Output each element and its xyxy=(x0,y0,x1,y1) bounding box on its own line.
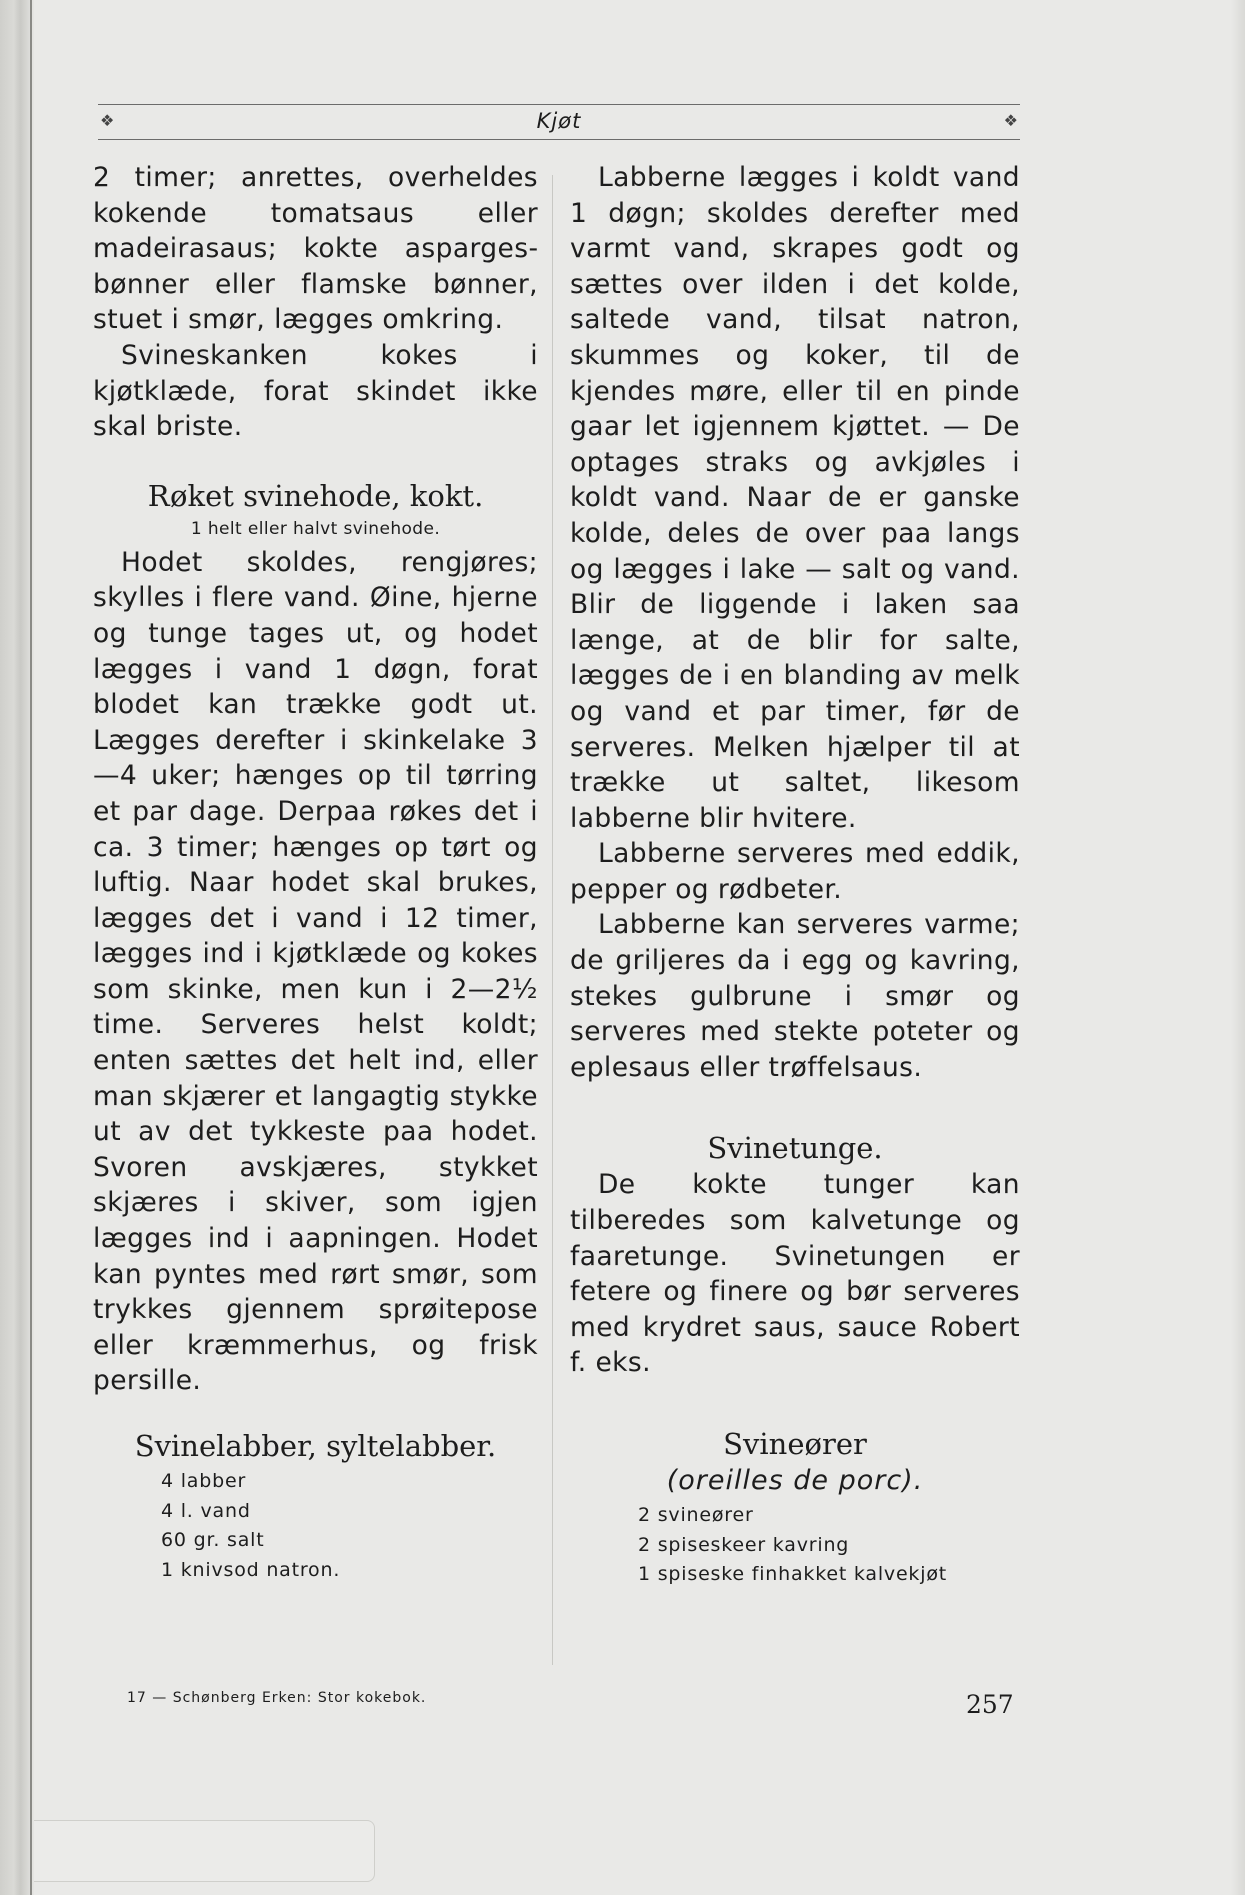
recipe-heading-svinelabber: Svinelabber, syltelabber. xyxy=(134,1429,497,1463)
column-divider xyxy=(552,175,553,1665)
ingredient-item: 2 spiseskeer kavring xyxy=(638,1533,850,1556)
recipe-heading-svinetunge: Svinetunge. xyxy=(707,1131,883,1166)
ingredient-item: 1 spiseske finhakket kalvekjøt xyxy=(638,1563,947,1585)
ingredient-list xyxy=(161,1467,538,1585)
ingredient-item: 4 labber xyxy=(161,1470,247,1492)
ingredient-item: 4 l. vand xyxy=(161,1499,251,1522)
ornament-right-icon: ❖ xyxy=(1003,111,1018,130)
paragraph: Labberne serveres med eddik, pepper og rødbeter. xyxy=(570,838,1020,905)
ingredient-item: 1 knivsod natron. xyxy=(161,1558,341,1581)
recipe-subtitle: (oreilles de porc). xyxy=(666,1465,924,1496)
running-header xyxy=(98,104,1020,140)
page-tab-shadow xyxy=(34,1820,375,1882)
right-column xyxy=(570,160,1020,1590)
running-header-title: Kjøt xyxy=(536,109,582,133)
left-column xyxy=(93,160,538,1585)
paragraph: Labberne kan serveres varme; de griljeres da i egg og kavring, stekes gulbrune i smør og serveres med stekte poteter og eplesaus eller trøffelsaus. xyxy=(570,909,1020,1083)
binding-line xyxy=(30,0,32,1895)
page-edge xyxy=(1231,0,1245,1895)
recipe-heading-roket-svinehode: Røket svinehode, kokt. xyxy=(147,478,484,513)
recipe-heading-svineorer: Svineører xyxy=(723,1427,867,1461)
paragraph: 2 timer; anrettes, overheldes kokende tomatsaus eller madeirasaus; kokte aspargesbønner eller flamske bønner, stuet i smør, lægges omkring. xyxy=(93,162,538,336)
ingredient-item: 60 gr. salt xyxy=(161,1529,265,1551)
paragraph: De kokte tunger kan tilberedes som kalvetunge og faaretunge. Svinetungen er fetere og finere og bør serveres med krydret saus, sauce Robert f. eks. xyxy=(570,1169,1020,1379)
page-number: 257 xyxy=(966,1690,1014,1719)
paragraph: Labberne lægges i koldt vand 1 døgn; skoldes derefter med varmt vand, skrapes godt og sættes over ilden i det kolde, saltede vand, tilsat natron, skummes og koker, til de kjendes møre, eller til en pinde gaar let igjennem kjøttet. — De optages straks og avkjøles i koldt vand. Naar de er ganske kolde, deles de over paa langs og lægges i lake — salt og vand. Blir de liggende i laken saa længe, at de blir for salte, lægges de i en blanding av melk og vand et par timer, før de serveres. Melken hjælper til at trække ut saltet, likesom labberne blir hvitere. xyxy=(570,162,1020,834)
ingredient-list xyxy=(638,1501,1020,1590)
paragraph: Hodet skoldes, rengjøres; skylles i flere vand. Øine, hjerne og tunge tages ut, og hodet lægges i vand 1 døgn, forat blodet kan trække godt ut. Lægges derefter i skinkelake 3—4 uker; hænges op til tørring et par dage. Derpaa røkes det i ca. 3 timer; hænges op tørt og luftig. Naar hodet skal brukes, lægges det i vand i 12 timer, lægges ind i kjøtklæde og kokes som skinke, men kun i 2—2½ time. Serveres helst koldt; enten sættes det helt ind, eller man skjærer et langagtig stykke ut av det tykkeste paa hodet. Svoren avskjæres, stykket skjæres i skiver, som igjen lægges ind i aapningen. Hodet kan pyntes med rørt smør, som trykkes gjennem sprøitepose eller kræmmerhus, og frisk persille. xyxy=(93,546,538,1397)
paragraph: Svineskanken kokes i kjøtklæde, forat skindet ikke skal briste. xyxy=(93,339,538,443)
footer-signature: 17 — Schønberg Erken: Stor kokebok. xyxy=(127,1690,427,1706)
ingredient-item: 2 svineører xyxy=(638,1504,754,1526)
ingredient-line: 1 helt eller halvt svinehode. xyxy=(190,518,441,539)
ornament-left-icon: ❖ xyxy=(100,111,115,130)
book-binding-shadow xyxy=(0,0,34,1895)
